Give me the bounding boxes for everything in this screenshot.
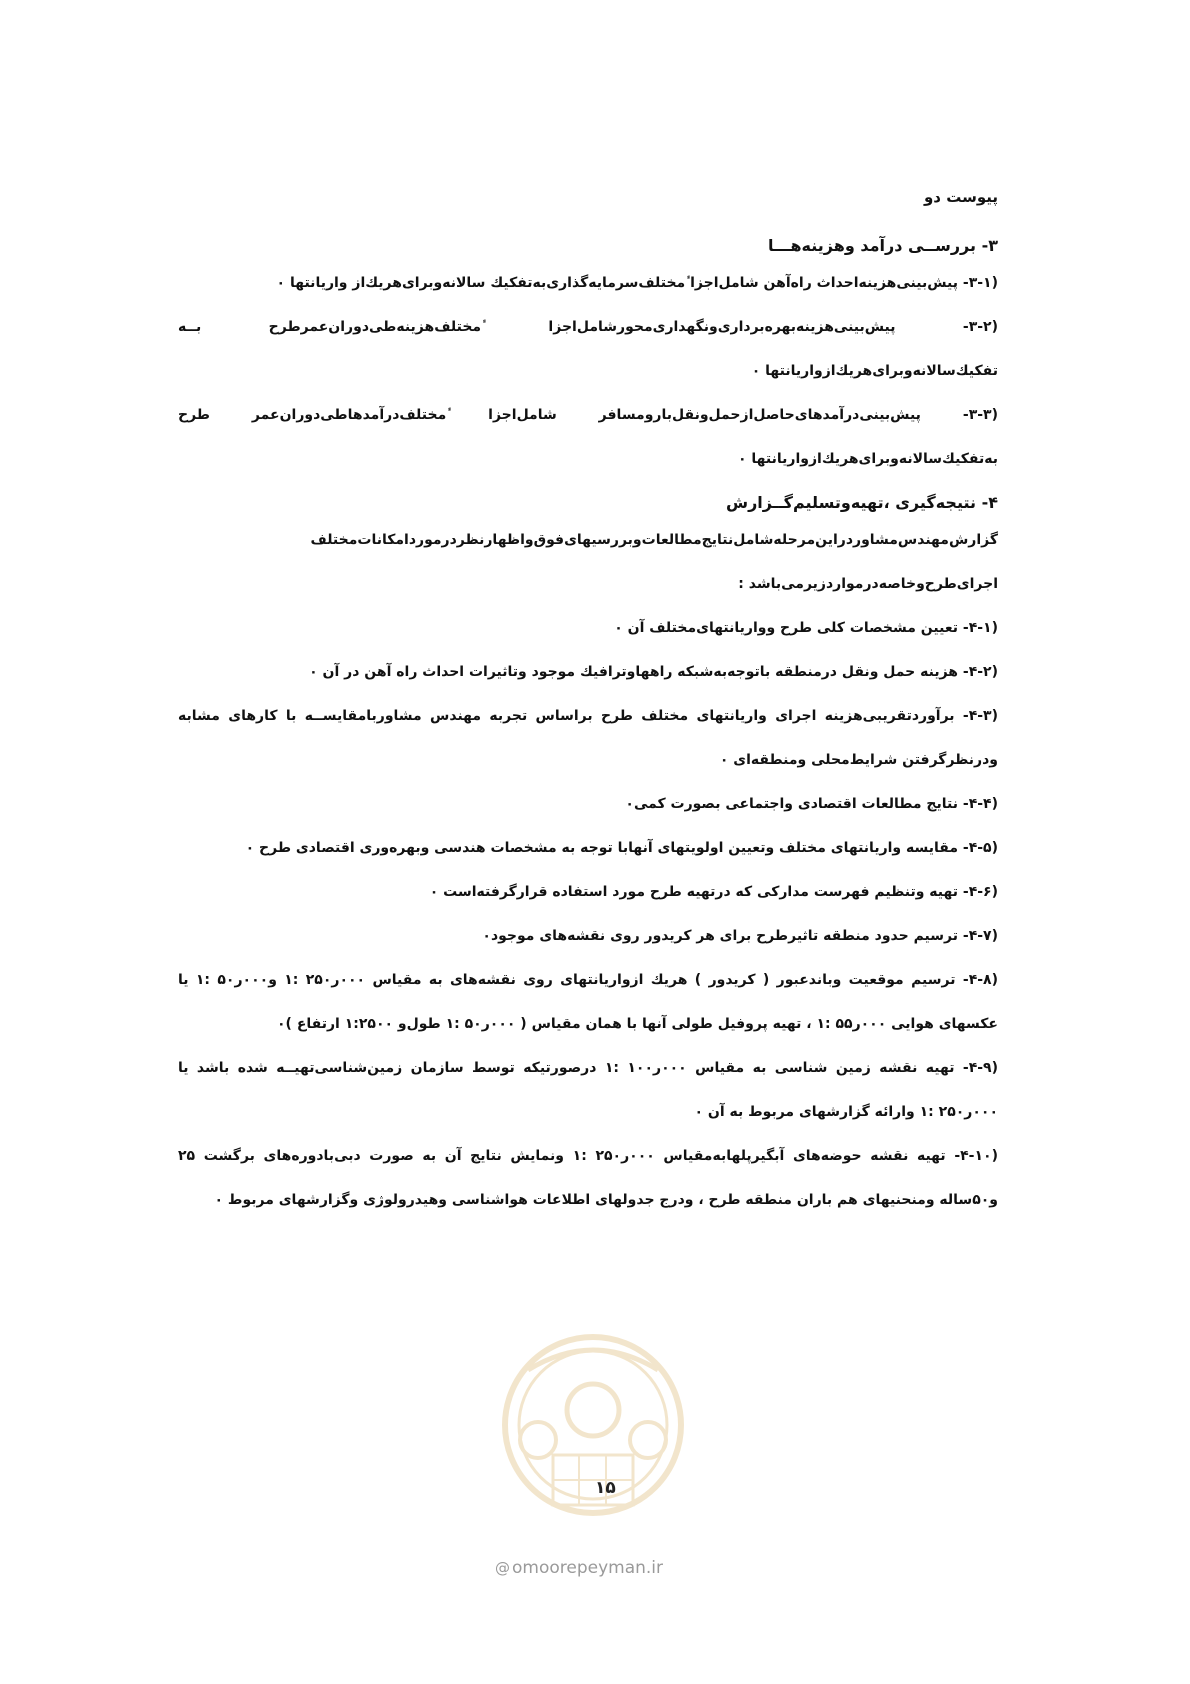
watermark-text: omoorepeyman.ir: [512, 1558, 664, 1578]
document-content: [178, 188, 998, 1222]
list-item: (۴-۷- ترسیم حدود منطقه تاثیرطرح برای هر کریدور روی نقشه‌های موجود٠: [482, 928, 998, 944]
list-item: (۴-۶- تهیه وتنظیم فهرست مدارکی که درتهیه طرح مورد استفاده قرارگرفته‌است ٠: [429, 884, 998, 900]
list-item: (۴-۸- ترسیم موقعیت وباندعبور ( کریدور ) هریك ازواریانتهای روی نقشه‌های به مقیاس ۰۰۰ر۲۵۰ :۱ و۰۰۰ر۵۰ :۱ یا عکسهای هوایی ۰۰۰ر۵۵ :۱ ، تهیه پروفیل طولی آنها با همان مقیاس ( ۰۰۰ر۵۰ :۱ طول‌و ۱:۲۵۰۰ ارتفاع )٠: [178, 972, 998, 1032]
section-4-title: ۴- نتیجه‌گیری ،تهیه‌وتسلیم‌گــزارش: [726, 493, 998, 512]
page-header: پیوست دو: [923, 188, 998, 206]
seal-logo-icon: [498, 1330, 688, 1540]
list-item: (۳-۲- پیش‌بینی‌هزینه‌بهره‌برداری‌ونگهداری‌محور‌شامل‌اجزا ٔمختلف‌هزینه‌طی‌دوران‌عمرطرح بــه تفکیك‌سالانه‌وبرای‌هریك‌ازواریانتها ٠: [178, 319, 998, 379]
section-4-intro: گزارش‌مهندس‌مشاوردراین‌مرحله‌شامل‌نتایج‌مطالعات‌وبررسیهای‌فوق‌واظهارنظر‌درمورد‌امکانات‌مختلف اجرای‌طرح‌وخاصه‌درموارد‌زیرمی‌باشد :: [310, 532, 998, 592]
list-item: (۴-۴- نتایج مطالعات اقتصادی واجتماعی بصورت کمی٠: [625, 796, 998, 812]
list-item: (۴-۲- هزینه حمل ونقل درمنطقه باتوجه‌به‌شبکه راهها‌وترافیك موجود وتاثیرات احداث راه آهن در آن ٠: [309, 664, 998, 680]
list-item: (۴-۱۰- تهیه نقشه حوضه‌های آبگیرپلها‌به‌مقیاس ۰۰۰ر۲۵۰ :۱ ونمایش نتایج آن به صورت دبی‌بادوره‌های برگشت ۲۵ و۵۰ساله ومنحنیهای هم باران منطقه طرح ، ودرج جدولهای اطلاعات هواشناسی وهیدرولوژی وگزارشهای مربوط ٠: [178, 1148, 998, 1208]
watermark: [495, 1558, 663, 1578]
page-number: ۱۵: [595, 1478, 616, 1498]
list-item: (۴-۱- تعیین مشخصات کلی طرح وواریانتهای‌مختلف آن ٠: [614, 620, 998, 636]
list-item: (۴-۵- مقایسه واریانتهای مختلف وتعیین اولویتهای آنهابا توجه به مشخصات هندسی وبهره‌وری اقتصادی طرح ٠: [245, 840, 998, 856]
at-icon: @: [495, 1559, 510, 1577]
list-item: (۳-۱- پیش‌بینی‌هزینه‌احداث راه‌آهن شامل‌اجزا ٔمختلف‌سرمایه‌گذاری‌به‌تفکیك سالانه‌وبرای‌هریك‌از واریانتها ٠: [276, 275, 998, 291]
list-item: (۳-۳- پیش‌بینی‌درآمدهای‌حاصل‌ازحمل‌ونقل‌بارومسافر شامل‌اجزا ٔمختلف‌درآمدهاطی‌دوران‌عمر طرح به‌تفکیك‌سالانه‌وبرای‌هریك‌ازواریانتها ٠: [178, 407, 998, 467]
list-item: (۴-۹- تهیه نقشه زمین شناسی به مقیاس ۰۰۰ر۱۰۰ :۱ درصورتیکه توسط سازمان زمین‌شناسی‌تهیــه شده باشد یا ۰۰۰ر۲۵۰ :۱ وارائه گزارشهای مربوط به آن ٠: [178, 1060, 998, 1120]
list-item: (۴-۳- برآوردتقریبی‌هزینه اجرای واریانتهای مختلف طرح براساس تجربه مهندس مشاوربامقایســه با کارهای مشابه ودرنظرگرفتن شرایط‌محلی ومنطقه‌ای ٠: [178, 708, 998, 768]
section-3-title: ۳- بررســی درآمد وهزینه‌هـــا: [768, 236, 998, 255]
